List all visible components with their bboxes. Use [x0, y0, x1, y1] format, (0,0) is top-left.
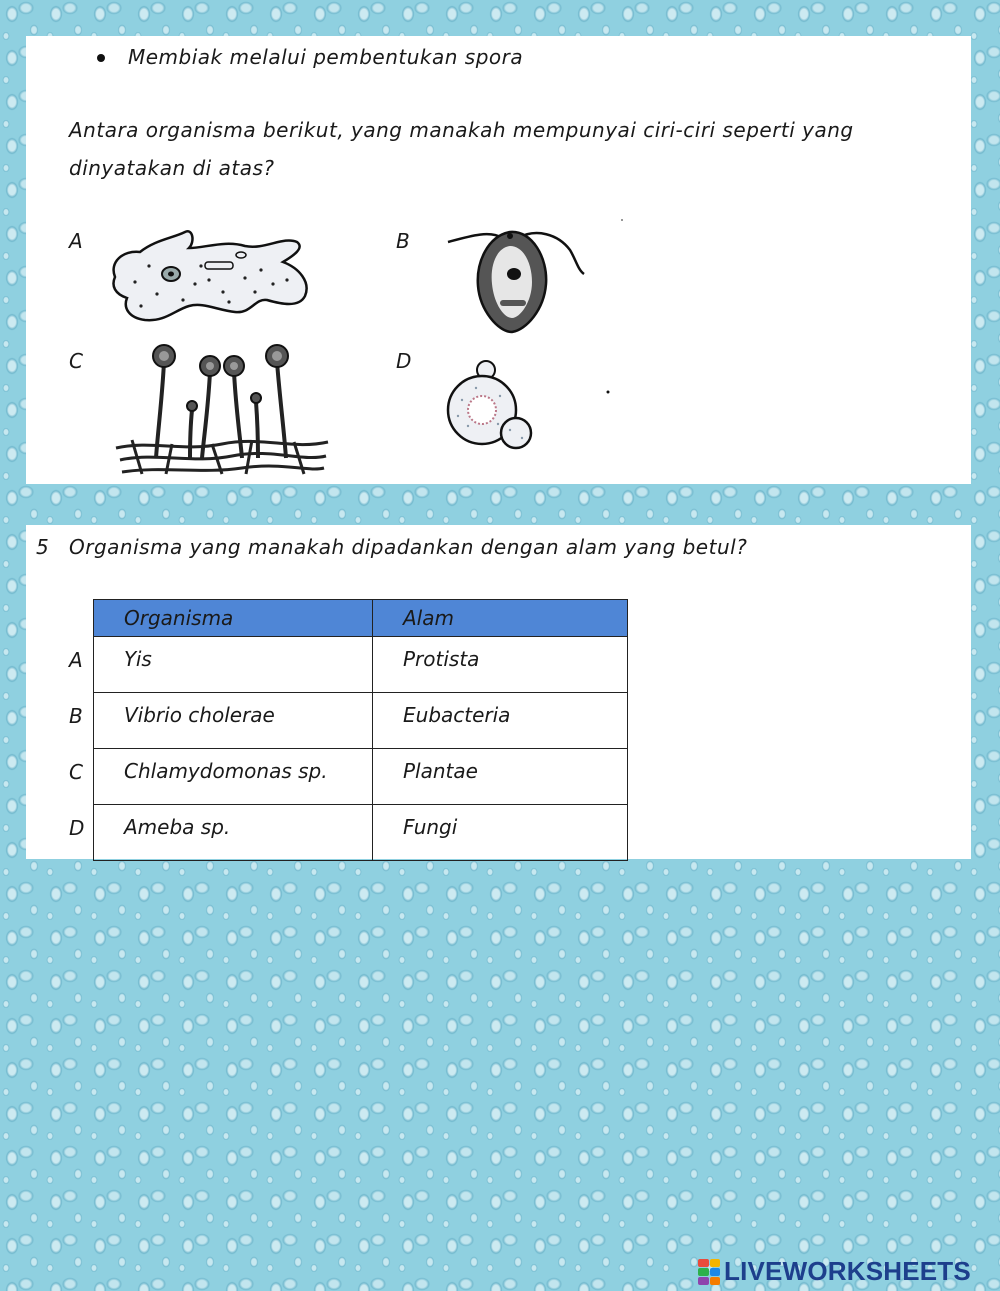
liveworksheets-logo [698, 1256, 971, 1287]
option-d-label[interactable]: D [396, 349, 412, 373]
question-4-line-1: Antara organisma berikut, yang manakah mempunyai ciri-ciri seperti yang [69, 118, 854, 142]
question-4-line-2: dinyatakan di atas? [69, 156, 275, 180]
kingdom-cell: Eubacteria [373, 693, 628, 749]
table-header-row [94, 600, 628, 637]
kingdom-cell: Fungi [373, 805, 628, 861]
organism-cell: Ameba sp. [94, 805, 373, 861]
answer-table [93, 599, 628, 861]
option-c-label[interactable]: C [69, 349, 83, 373]
bullet-text: Membiak melalui pembentukan spora [128, 45, 524, 69]
kingdom-cell: Protista [373, 637, 628, 693]
liveworksheets-logo-text: LIVEWORKSHEETS [724, 1256, 971, 1286]
table-row[interactable] [94, 637, 628, 693]
table-row[interactable] [94, 749, 628, 805]
row-label-d[interactable]: D [69, 816, 85, 840]
table-row[interactable] [94, 693, 628, 749]
organism-cell: Yis [94, 637, 373, 693]
mould-figure [112, 340, 334, 478]
header-kingdom: Alam [373, 600, 628, 637]
option-a-label[interactable]: A [69, 229, 83, 253]
liveworksheets-logo-icon [698, 1259, 720, 1285]
bullet-point [97, 54, 105, 62]
row-label-b[interactable]: B [69, 704, 83, 728]
organism-cell: Vibrio cholerae [94, 693, 373, 749]
amoeba-figure [105, 222, 315, 327]
question-5-number: 5 [36, 535, 50, 559]
kingdom-cell: Plantae [373, 749, 628, 805]
flagellate-figure [440, 214, 630, 336]
option-b-label[interactable]: B [396, 229, 410, 253]
row-label-a[interactable]: A [69, 648, 83, 672]
organism-cell: Chlamydomonas sp. [94, 749, 373, 805]
header-organism: Organisma [94, 600, 373, 637]
yeast-figure [440, 360, 615, 455]
row-label-c[interactable]: C [69, 760, 83, 784]
question-5-text: Organisma yang manakah dipadankan dengan alam yang betul? [69, 535, 748, 559]
table-row[interactable] [94, 805, 628, 861]
